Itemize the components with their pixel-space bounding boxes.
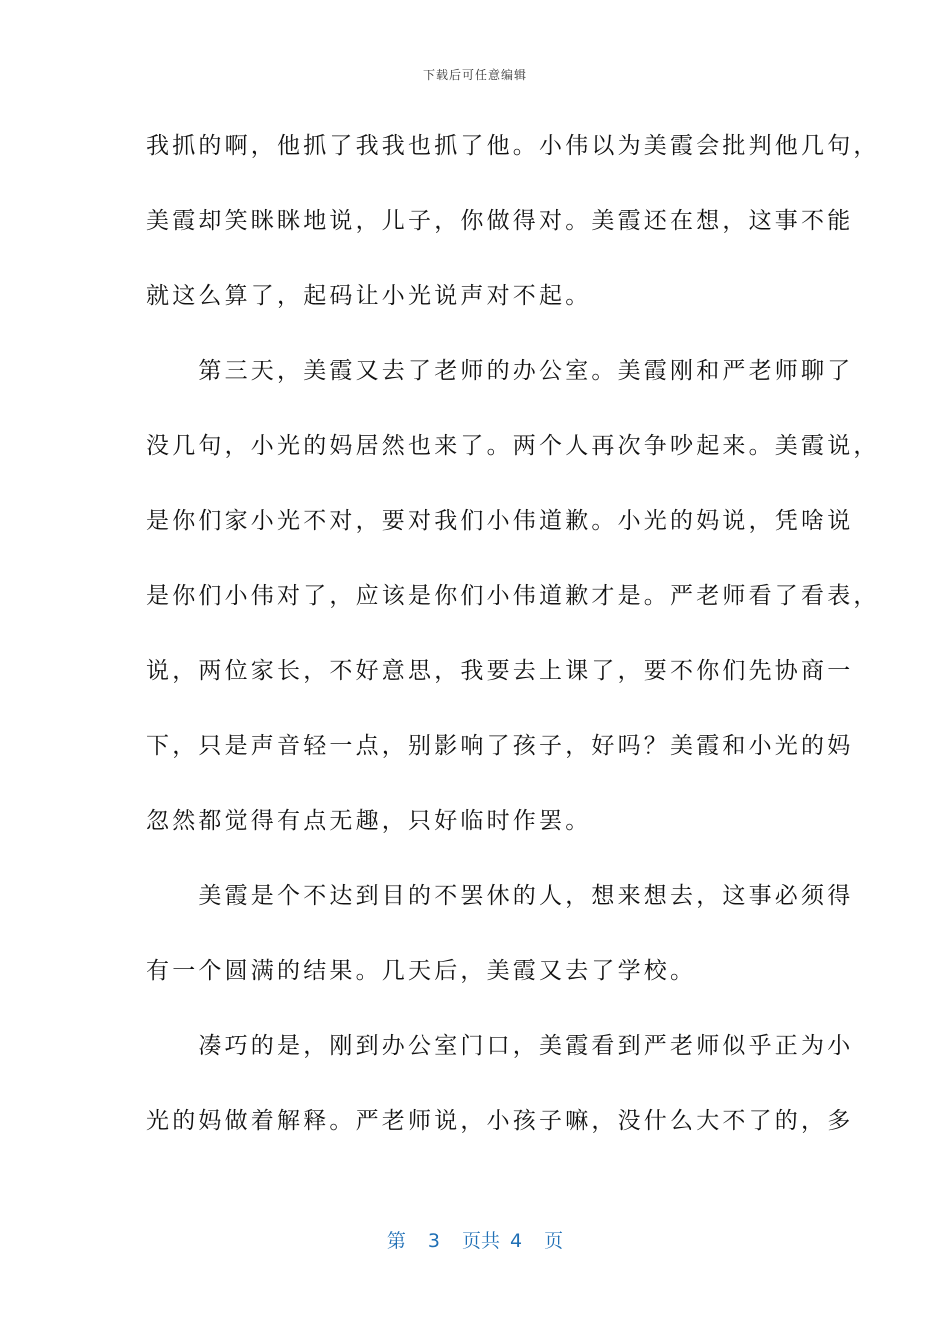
text-line: 光的妈做着解释。严老师说，小孩子嘛，没什么大不了的，多	[146, 1108, 854, 1134]
text-line: 凑巧的是，刚到办公室门口，美霞看到严老师似乎正为小	[146, 1033, 854, 1059]
document-body	[146, 120, 880, 1170]
page-label-suffix: 页	[544, 1230, 564, 1252]
page-header: 下载后可任意编辑	[422, 68, 527, 82]
text-line: 是你们家小光不对，要对我们小伟道歉。小光的妈说，凭啥说	[146, 508, 854, 534]
text-line: 是你们小伟对了，应该是你们小伟道歉才是。严老师看了看表，	[146, 583, 880, 609]
text-line: 有一个圆满的结果。几天后，美霞又去了学校。	[146, 958, 697, 984]
text-line: 美霞是个不达到目的不罢休的人，想来想去，这事必须得	[146, 883, 854, 909]
text-line: 美霞却笑眯眯地说，儿子，你做得对。美霞还在想，这事不能	[146, 208, 854, 234]
total-pages-number: 4	[510, 1230, 523, 1252]
text-line: 就这么算了，起码让小光说声对不起。	[146, 283, 592, 309]
text-line: 我抓的啊，他抓了我我也抓了他。小伟以为美霞会批判他几句，	[146, 133, 880, 159]
page-footer	[0, 1226, 950, 1253]
text-line: 忽然都觉得有点无趣，只好临时作罢。	[146, 808, 592, 834]
current-page-number: 3	[427, 1230, 440, 1252]
text-line: 没几句，小光的妈居然也来了。两个人再次争吵起来。美霞说，	[146, 433, 880, 459]
page-label-prefix: 第	[386, 1230, 406, 1252]
text-line: 下，只是声音轻一点，别影响了孩子，好吗？美霞和小光的妈	[146, 733, 854, 759]
page-label-mid: 页共	[461, 1230, 500, 1252]
text-line: 说，两位家长，不好意思，我要去上课了，要不你们先协商一	[146, 658, 854, 684]
text-line: 第三天，美霞又去了老师的办公室。美霞刚和严老师聊了	[146, 358, 854, 384]
